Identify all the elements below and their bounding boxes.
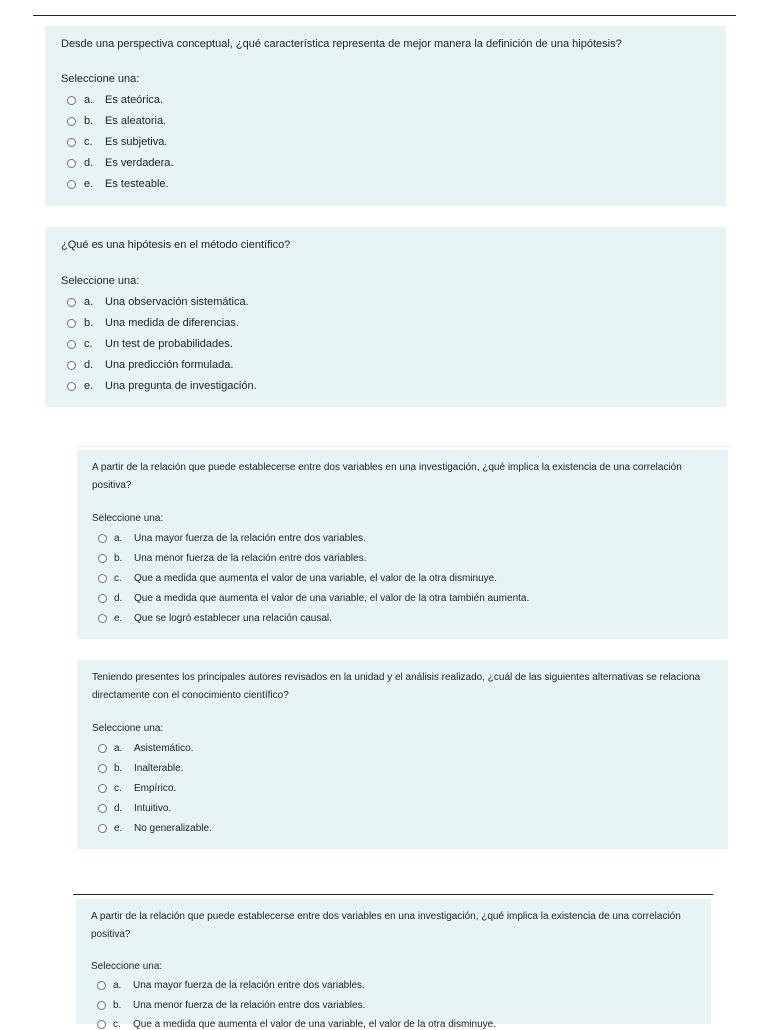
radio-button[interactable] [98,574,107,583]
question-card-4 [77,660,728,849]
radio-button[interactable] [98,614,107,623]
question-card-2 [45,227,726,407]
radio-button[interactable] [67,96,76,105]
option-letter: d. [84,359,94,371]
option-letter: a. [114,533,123,544]
option-label: Es aleatoria. [105,115,167,127]
option-a[interactable] [98,743,193,754]
radio-button[interactable] [67,361,76,370]
question-card-5 [76,899,711,1030]
radio-button[interactable] [67,382,76,391]
radio-button[interactable] [98,554,107,563]
option-letter: c. [84,338,93,350]
option-b[interactable] [98,763,183,774]
option-b[interactable] [67,115,166,127]
option-label: Que a medida que aumenta el valor de una variable, el valor de la otra disminuye. [133,1019,496,1030]
option-letter: d. [114,803,123,814]
radio-button[interactable] [98,594,107,603]
option-label: Asistemático. [134,743,194,754]
radio-button[interactable] [67,298,76,307]
radio-button[interactable] [67,319,76,328]
question-text: Teniendo presentes los principales autores revisados en la unidad y el análisis realizado, ¿cuál de las siguientes alternativas se relaciona directamente con el conocimiento científico? [92,672,701,701]
option-label: Una mayor fuerza de la relación entre dos variables. [134,533,366,544]
option-label: Que a medida que aumenta el valor de una variable, el valor de la otra también aumenta. [134,593,530,604]
radio-button[interactable] [67,180,76,189]
option-letter: c. [84,136,93,148]
question-card-3 [77,450,728,639]
option-letter: b. [84,115,94,127]
radio-button[interactable] [67,138,76,147]
radio-button[interactable] [98,744,107,753]
option-d[interactable] [98,593,529,604]
option-c[interactable] [97,1019,496,1030]
option-label: Una mayor fuerza de la relación entre dos variables. [133,980,365,991]
option-e[interactable] [98,613,332,624]
question-text: Desde una perspectiva conceptual, ¿qué característica representa de mejor manera la definición de una hipótesis? [61,38,622,50]
question-text: A partir de la relación que puede establecerse entre dos variables en una investigación, ¿qué implica la existencia de una correlación positiva? [91,911,681,940]
option-c[interactable] [98,783,176,794]
radio-button[interactable] [98,784,107,793]
section-divider-dark [73,894,713,895]
option-label: Es testeable. [105,178,169,190]
radio-button[interactable] [97,1001,106,1010]
option-c[interactable] [98,573,497,584]
option-c[interactable] [67,338,233,350]
radio-button[interactable] [98,804,107,813]
top-divider [33,15,736,16]
radio-button[interactable] [97,1020,106,1029]
option-label: No generalizable. [134,823,212,834]
question-text: A partir de la relación que puede establecerse entre dos variables en una investigación, ¿qué implica la existencia de una correlación positiva? [92,462,682,491]
select-label: Seleccione una: [91,961,163,972]
radio-button[interactable] [98,764,107,773]
radio-button[interactable] [98,824,107,833]
option-a[interactable] [67,296,249,308]
option-letter: d. [114,593,123,604]
option-letter: b. [84,317,94,329]
radio-button[interactable] [67,117,76,126]
option-label: Una predicción formulada. [105,359,234,371]
option-letter: e. [114,613,123,624]
option-label: Un test de probabilidades. [105,338,233,350]
option-e[interactable] [67,178,169,190]
option-label: Empírico. [134,783,177,794]
option-a[interactable] [98,533,366,544]
option-label: Inalterable. [134,763,184,774]
option-label: Una medida de diferencias. [105,317,239,329]
option-b[interactable] [97,1000,365,1011]
radio-button[interactable] [97,981,106,990]
option-a[interactable] [67,94,163,106]
select-label: Seleccione una: [61,275,140,287]
question-text: ¿Qué es una hipótesis en el método científico? [61,239,291,251]
option-label: Una menor fuerza de la relación entre dos variables. [133,1000,366,1011]
option-label: Es ateórica. [105,94,164,106]
option-e[interactable] [98,823,212,834]
option-letter: a. [84,296,94,308]
option-label: Intuitivo. [134,803,172,814]
option-letter: a. [114,743,123,754]
radio-button[interactable] [67,159,76,168]
select-label: Seleccione una: [92,513,164,524]
option-label: Que a medida que aumenta el valor de una variable, el valor de la otra disminuye. [134,573,497,584]
option-letter: e. [84,178,94,190]
option-letter: a. [84,94,94,106]
option-letter: d. [84,157,94,169]
radio-button[interactable] [67,340,76,349]
option-b[interactable] [98,553,366,564]
option-label: Una observación sistemática. [105,296,249,308]
option-letter: b. [113,1000,122,1011]
option-label: Que se logró establecer una relación causal. [134,613,332,624]
option-letter: b. [114,553,123,564]
option-label: Es subjetiva. [105,136,168,148]
select-label: Seleccione una: [61,73,140,85]
option-letter: e. [114,823,123,834]
section-divider [76,446,732,447]
option-letter: a. [113,980,122,991]
option-label: Una pregunta de investigación. [105,380,257,392]
option-c[interactable] [67,136,167,148]
option-letter: b. [114,763,123,774]
option-a[interactable] [97,980,365,991]
option-d[interactable] [98,803,171,814]
option-d[interactable] [67,157,173,169]
option-e[interactable] [67,380,257,392]
option-letter: c. [114,783,122,794]
option-d[interactable] [67,359,233,371]
option-label: Es verdadera. [105,157,174,169]
option-letter: e. [84,380,94,392]
option-letter: c. [113,1019,121,1030]
radio-button[interactable] [98,534,107,543]
option-b[interactable] [67,317,239,329]
question-card-1 [45,26,726,206]
option-letter: c. [114,573,122,584]
select-label: Seleccione una: [92,723,164,734]
option-label: Una menor fuerza de la relación entre dos variables. [134,553,367,564]
